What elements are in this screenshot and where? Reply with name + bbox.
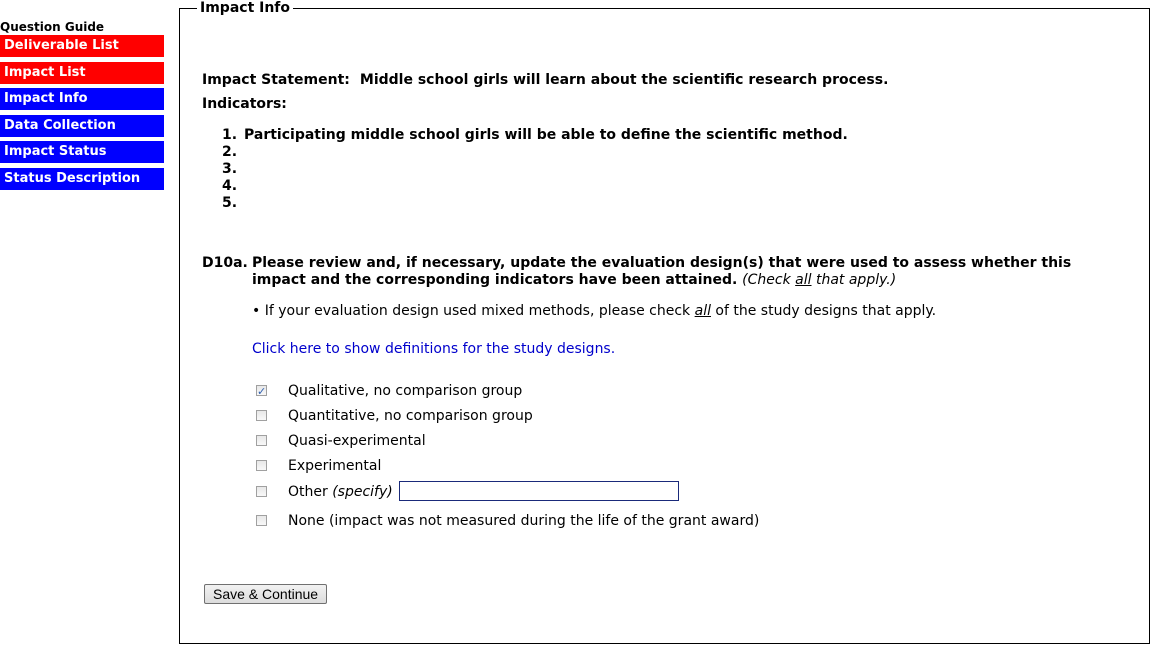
indicator-number: 5.: [222, 195, 238, 211]
indicator-number: 4.: [222, 178, 238, 194]
indicator-number: 2.: [222, 144, 238, 160]
option-label: Quasi-experimental: [288, 433, 426, 449]
show-definitions-link[interactable]: Click here to show definitions for the study designs.: [252, 341, 616, 357]
impact-statement: [202, 72, 888, 88]
bullet-text-emphasis: all: [694, 303, 711, 319]
question-text-block: [252, 255, 1122, 289]
indicator-number: 1.: [222, 127, 238, 143]
quasi-experimental-checkbox[interactable]: [256, 435, 267, 446]
qualitative-checkbox[interactable]: [256, 385, 267, 396]
other-checkbox[interactable]: [256, 486, 267, 497]
indicator-item: [222, 161, 848, 178]
none-checkbox[interactable]: [256, 515, 267, 526]
question-hint-emphasis: all: [795, 272, 812, 288]
indicators-label: Indicators:: [202, 96, 287, 112]
question-guide-title: Question Guide: [0, 20, 105, 34]
bullet-text-pre: If your evaluation design used mixed methods, please check: [264, 303, 695, 319]
question-d10a: [202, 255, 1122, 289]
experimental-checkbox[interactable]: [256, 460, 267, 471]
indicators-list: [222, 127, 848, 212]
sidebar-item-deliverable-list[interactable]: Deliverable List: [0, 35, 164, 57]
option-label: Quantitative, no comparison group: [288, 408, 533, 424]
indicator-item: [222, 127, 848, 144]
indicator-item: [222, 144, 848, 161]
option-label: Experimental: [288, 458, 382, 474]
sidebar-item-data-collection[interactable]: Data Collection: [0, 115, 164, 137]
save-continue-button[interactable]: Save & Continue: [204, 584, 327, 604]
bullet-icon: •: [252, 303, 265, 319]
other-specify-input[interactable]: [399, 481, 679, 501]
impact-info-fieldset: [179, 0, 1150, 644]
indicator-item: [222, 178, 848, 195]
other-specify-hint: (specify): [332, 484, 393, 500]
question-text: Please review and, if necessary, update the evaluation design(s) that were used to assess whether this impact and the corresponding indicators have been attained.: [252, 255, 1072, 288]
option-label: Qualitative, no comparison group: [288, 383, 523, 399]
sidebar-item-impact-status[interactable]: Impact Status: [0, 141, 164, 163]
indicator-number: 3.: [222, 161, 238, 177]
indicator-item: [222, 195, 848, 212]
question-number: D10a.: [202, 255, 248, 271]
question-hint-pre: (Check: [742, 272, 796, 288]
impact-statement-label: Impact Statement:: [202, 72, 350, 88]
question-hint: [742, 272, 896, 288]
sidebar-item-impact-info[interactable]: Impact Info: [0, 88, 164, 110]
quantitative-checkbox[interactable]: [256, 410, 267, 421]
fieldset-legend: Impact Info: [197, 0, 293, 16]
other-label: Other: [288, 484, 328, 500]
mixed-methods-note: [252, 303, 936, 319]
question-hint-post: that apply.): [811, 272, 897, 288]
impact-statement-text: Middle school girls will learn about the scientific research process.: [359, 72, 889, 88]
option-label: None (impact was not measured during the life of the grant award): [288, 513, 760, 529]
indicator-text: Participating middle school girls will be able to define the scientific method.: [244, 127, 848, 143]
option-label: [288, 482, 393, 502]
question-guide-sidebar: [0, 20, 164, 195]
sidebar-item-impact-list[interactable]: Impact List: [0, 62, 164, 84]
sidebar-item-status-description[interactable]: Status Description: [0, 168, 164, 190]
bullet-text-post: of the study designs that apply.: [710, 303, 937, 319]
